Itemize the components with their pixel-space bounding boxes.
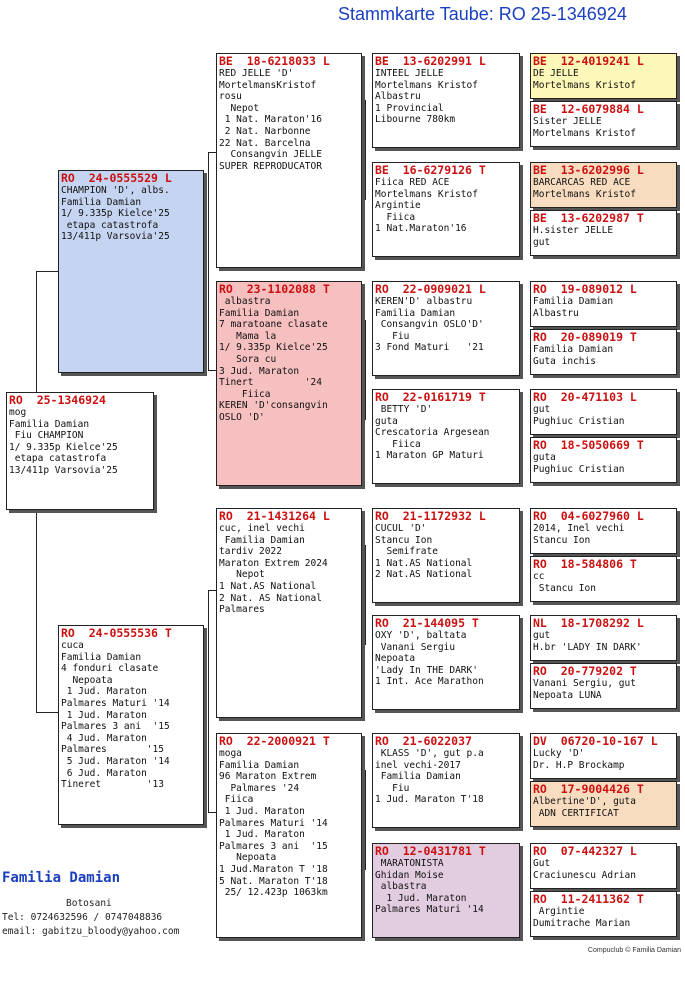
card-line: rosu [219,91,242,103]
card-line: 3 Fond Maturi '21 [375,342,484,354]
card-line: Fiica RED ACE [375,177,450,188]
card-line: SUPER REPRODUCATOR [219,160,322,172]
card-line: 6 Jud. Maraton [61,767,147,779]
ring-number: RO 21-1431264 L [219,509,330,523]
card-line: albastra [219,296,271,307]
card-line: Tineret '13 [61,779,164,791]
connector [522,300,523,350]
card-line: 2 Nat. Narbonne [219,125,311,137]
card-line: Argintie [533,906,585,917]
pedigree-card-subject[interactable] [6,392,154,510]
card-line: 3 Jud. Maraton [219,365,300,377]
ring-number: DV 06720-10-167 L [533,734,658,748]
card-line: Mortelmans Kristof [533,188,636,200]
card-line: Familia Damian [219,307,300,319]
card-line: Fiica [375,211,416,223]
card-line: Stancu Ion [533,534,591,546]
card-line: RED JELLE 'D' [219,68,294,79]
pedigree-card-gen4-5[interactable] [530,281,677,327]
card-line: Stancu Ion [375,534,433,546]
card-line: 1 Jud. Maraton [219,805,305,817]
card-line: albastra [375,881,427,893]
connector [522,185,523,235]
card-line: Familia Damian [533,344,614,355]
connector [208,590,216,591]
ring-number: RO 04-6027960 L [533,509,644,523]
ring-number: RO 20-779202 T [533,664,637,678]
card-line: Fiu [375,782,410,794]
card-line: etapa catastrofa [9,453,107,465]
pedigree-card-gen4-2[interactable] [530,101,677,147]
card-line: Palmares '15 [61,744,164,756]
card-line: inel vechi-2017 [375,759,461,771]
card-line: gut [533,404,551,415]
card-line: Sora cu [219,353,277,365]
card-line: KEREN'D' albastru [375,296,473,307]
card-line: Fiica [219,388,271,400]
ring-number: RO 21-6022037 [375,734,472,748]
card-line: 1 Nat. Maraton'16 [219,114,322,126]
pedigree-card-dam[interactable] [58,625,204,825]
card-line: Palmares [219,604,265,616]
pedigree-card-gen4-16[interactable] [530,891,677,937]
card-line: Fiica [219,794,254,806]
card-line: Ghidan Moise [375,869,444,881]
card-line: H.br 'LADY IN DARK' [533,641,642,653]
ring-number: BE 13-6202987 T [533,211,644,225]
connector [36,271,58,272]
card-line: Nepot [219,569,265,581]
card-line: Mama la [219,330,277,342]
card-line: Palmares 3 ani '15 [219,840,328,852]
card-line: Fiu [375,330,410,342]
pedigree-card-gen3-8[interactable] [372,843,520,938]
pedigree-card-gen4-7[interactable] [530,389,677,435]
card-line: CUCUL 'D' [375,523,427,534]
card-line: Argintie [375,200,421,212]
ring-number: RO 18-5050669 T [533,438,644,452]
card-line: 13/411p Varsovia'25 [9,464,118,476]
pedigree-card-gen3-5[interactable] [372,508,520,603]
card-line: 1 Provincial [375,102,444,114]
connector [365,320,366,420]
ring-number: RO 11-2411362 T [533,892,644,906]
card-line: 5 Nat. Maraton T'18 [219,875,328,887]
connector [208,152,209,370]
ring-number: RO 23-1102088 T [219,282,330,296]
card-line: Familia Damian [61,196,142,208]
page-title: Stammkarte Taube: RO 25-1346924 [338,4,627,24]
owner-name: Familia Damian [2,870,121,886]
card-line: Tinert '24 [219,377,322,389]
card-line: 2 Nat. AS National [219,592,322,604]
card-line: moga [219,748,242,759]
connector [522,760,523,810]
connector [36,712,58,713]
pedigree-card-gen4-15[interactable] [530,843,677,889]
pedigree-card-dd[interactable] [216,733,362,938]
pedigree-card-gen3-3[interactable] [372,281,520,376]
card-line: Familia Damian [219,759,300,771]
pedigree-card-gen4-12[interactable] [530,663,677,709]
card-line: guta [375,415,398,427]
connector [365,770,366,870]
card-line: Nepot [219,102,260,114]
card-line: 1 Jud. Maraton [61,686,147,698]
ring-number: RO 22-0161719 T [375,390,486,404]
card-line: 1 Jud.Maraton T '18 [219,863,328,875]
card-line: Pughiuc Cristian [533,463,625,475]
card-line: Nepoata LUNA [533,689,602,701]
card-line: guta [533,452,556,463]
card-line: Nepoata [219,852,277,864]
ring-number: RO 18-584806 T [533,557,637,571]
software-credit: Compuclub © Familia Damian [587,947,681,954]
ring-number: RO 12-0431781 T [375,844,486,858]
card-line: 1 Jud. Maraton [219,829,305,841]
card-line: Fiu CHAMPION [9,430,84,442]
card-line: OXY 'D', baltata [375,630,467,641]
pedigree-card-sire[interactable] [58,170,204,373]
connector [365,100,366,200]
card-line: cc [533,571,545,582]
ring-number: RO 17-9004426 T [533,782,644,796]
card-line: 1/ 9.335p Kielce'25 [219,342,328,354]
connector [522,640,523,690]
pedigree-card-gen4-13[interactable] [530,733,677,779]
pedigree-card-ss[interactable] [216,53,362,268]
owner-city: Botosani [66,898,112,909]
card-line: MortelmansKristof [219,79,317,91]
card-line: 13/411p Varsovia'25 [61,231,170,243]
pedigree-card-gen4-6[interactable] [530,329,677,375]
ring-number: RO 07-442327 L [533,844,637,858]
card-line: Mortelmans Kristof [533,127,636,139]
card-line: Semifrate [375,546,438,558]
pedigree-card-gen4-11[interactable] [530,615,677,661]
pedigree-card-gen3-7[interactable] [372,733,520,828]
pedigree-card-ds[interactable] [216,508,362,718]
card-line: OSLO 'D' [219,411,265,423]
card-line: Pughiuc Cristian [533,415,625,427]
card-line: mog [9,407,27,418]
card-line: 25/ 12.423p 1063km [219,887,328,899]
ring-number: RO 24-0555536 T [61,626,172,640]
card-line: 7 maratoane clasate [219,319,328,331]
pedigree-card-gen3-6[interactable] [372,615,520,710]
card-line: KLASS 'D', gut p.a [375,748,484,759]
card-line: 1 Int. Ace Marathon [375,676,484,688]
ring-number: RO 22-0909021 L [375,282,486,296]
ring-number: BE 13-6202991 L [375,54,486,68]
pedigree-card-gen3-1[interactable] [372,53,520,148]
ring-number: RO 25-1346924 [9,393,106,407]
ring-number: BE 12-4019241 L [533,54,644,68]
owner-email: email: gabitzu_bloody@yahoo.com [2,926,180,937]
pedigree-card-gen4-4[interactable] [530,210,677,256]
card-line: Mortelmans Kristof [375,79,478,91]
owner-phone: Tel: 0724632596 / 0747048836 [2,912,163,923]
card-line: BARCARCAS RED ACE [533,177,631,188]
ring-number: RO 20-089019 T [533,330,637,344]
ring-number: RO 19-089012 L [533,282,637,296]
card-line: 1 Nat.Maraton'16 [375,223,467,235]
card-line: 4 Jud. Maraton [61,732,147,744]
card-line: 1 Jud. Maraton [375,892,467,904]
ring-number: BE 16-6279126 T [375,163,486,177]
card-line: 1/ 9.335p Kielce'25 [9,441,118,453]
card-line: BETTY 'D' [375,404,433,415]
card-line: Familia Damian [375,307,456,319]
connector [522,80,523,130]
ring-number: NL 18-1708292 L [533,616,644,630]
card-line: Vanani Sergiu [375,641,456,653]
card-line: Consangvin OSLO'D' [375,319,484,331]
card-line: Gut [533,858,551,869]
card-line: Albastru [533,307,579,319]
card-line: Crescatoria Argesean [375,427,490,439]
ring-number: BE 13-6202996 L [533,163,644,177]
card-line: 1 Jud. Maraton T'18 [375,794,484,806]
card-line: etapa catastrofa [61,219,159,231]
card-line: Sister JELLE [533,116,602,127]
card-line: Lucky 'D' [533,748,585,759]
pedigree-card-gen4-3[interactable] [530,162,677,208]
pedigree-card-gen4-10[interactable] [530,556,677,602]
card-line: KEREN 'D'consangvin [219,400,328,412]
pedigree-card-gen4-8[interactable] [530,437,677,483]
pedigree-card-gen4-1[interactable] [530,53,677,99]
pedigree-card-gen4-9[interactable] [530,508,677,554]
card-line: Familia Damian [9,418,90,430]
card-line: Familia Damian [219,534,305,546]
card-line: MARATONISTA [375,858,444,869]
pedigree-card-gen4-14[interactable] [530,781,677,827]
card-line: 1 Jud. Maraton [61,709,147,721]
card-line: Palmares Maturi '14 [219,817,328,829]
card-line: 1 Nat.AS National [375,557,473,569]
card-line: Dr. H.P Brockamp [533,759,625,771]
connector [208,152,216,153]
card-line: Palmares Maturi '14 [61,697,170,709]
card-line: tardiv 2022 [219,546,282,558]
connector [522,530,523,580]
card-line: DE JELLE [533,68,579,79]
card-line: 4 fonduri clasate [61,663,159,675]
card-line: Nepoata [375,653,416,665]
card-line: 5 Jud. Maraton '14 [61,755,170,767]
card-line: 96 Maraton Extrem [219,771,317,783]
connector [36,510,37,712]
card-line: Fiica [375,438,421,450]
card-line: Vanani Sergiu, gut [533,678,636,689]
ring-number: RO 21-1172932 L [375,509,486,523]
pedigree-card-sd[interactable] [216,281,362,486]
card-line: Familia Damian [533,296,614,307]
card-line: Craciunescu Adrian [533,869,636,881]
card-line: Mortelmans Kristof [533,79,636,91]
card-line: H.sister JELLE [533,225,614,236]
card-line: Familia Damian [375,771,461,783]
card-line: Palmares '24 [219,782,300,794]
pedigree-card-gen3-2[interactable] [372,162,520,257]
ring-number: RO 20-471103 L [533,390,637,404]
ring-number: BE 18-6218033 L [219,54,330,68]
card-line: Dumitrache Marian [533,917,631,929]
card-line: 1/ 9.335p Kielce'25 [61,208,170,220]
ring-number: BE 12-6079884 L [533,102,644,116]
card-line: ADN CERTIFICAT [533,807,619,819]
connector [522,410,523,460]
card-line: Albastru [375,91,421,103]
card-line: 1 Maraton GP Maturi [375,450,484,462]
card-line: 2 Nat.AS National [375,569,473,581]
ring-number: RO 22-2000921 T [219,734,330,748]
card-line: 22 Nat. Barcelna [219,137,311,149]
connector [208,812,216,813]
card-line: Maraton Extrem 2024 [219,557,328,569]
card-line: 2014, Inel vechi [533,523,625,534]
card-line: gut [533,236,551,248]
connector [365,545,366,645]
ring-number: RO 24-0555529 L [61,171,172,185]
card-line: INTEEL JELLE [375,68,444,79]
card-line: cuc, inel vechi [219,523,305,534]
card-line: 1 Nat.AS National [219,580,317,592]
card-line: Palmares Maturi '14 [375,904,484,916]
card-line: gut [533,630,551,641]
pedigree-card-gen3-4[interactable] [372,389,520,484]
card-line: Libourne 780km [375,114,456,126]
connector [208,370,216,371]
connector [522,865,523,915]
card-line: Nepoata [61,674,113,686]
card-line: Mortelmans Kristof [375,188,478,200]
card-line: Consangvin JELLE [219,149,322,161]
card-line: Guta inchis [533,355,596,367]
card-line: Familia Damian [61,651,142,663]
ring-number: RO 21-144095 T [375,616,479,630]
connector [36,271,37,392]
card-line: CHAMPION 'D', albs. [61,185,170,196]
card-line: 'Lady In THE DARK' [375,664,478,676]
card-line: Albertine'D', guta [533,796,636,807]
connector [208,590,209,812]
card-line: cuca [61,640,84,651]
card-line: Palmares 3 ani '15 [61,721,170,733]
card-line: Stancu Ion [533,582,596,594]
